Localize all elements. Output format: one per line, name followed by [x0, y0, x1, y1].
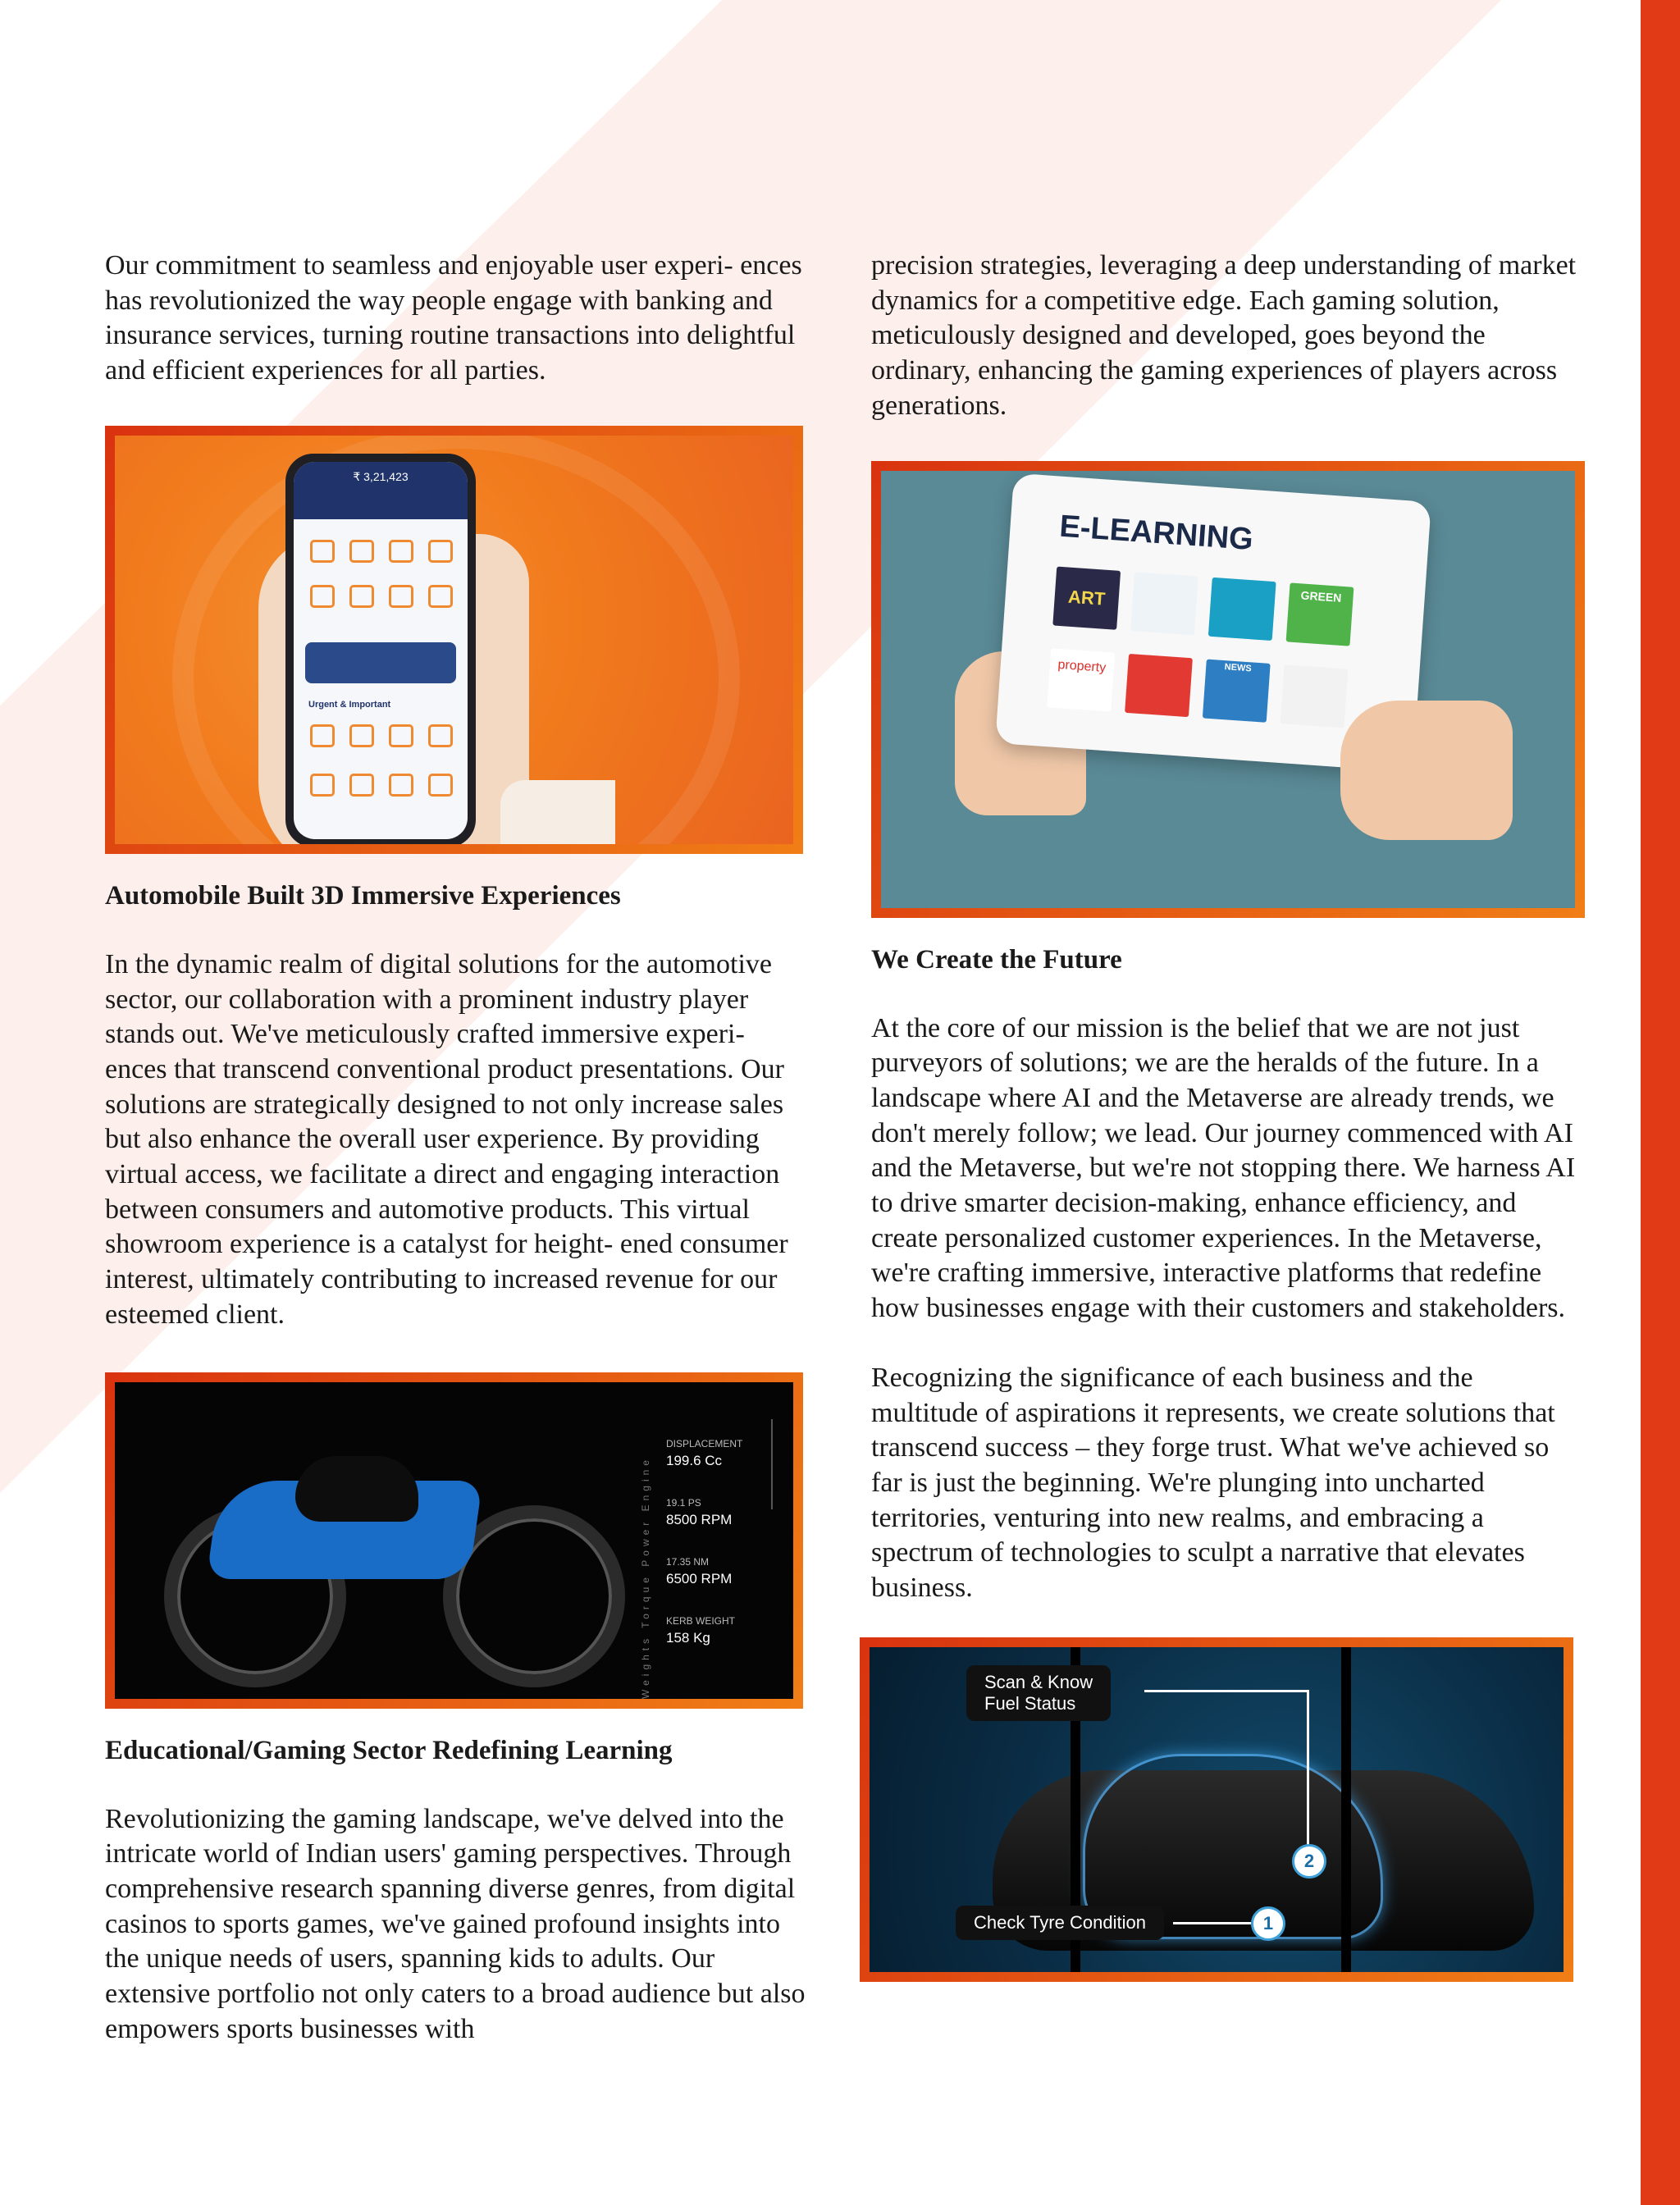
book-world	[1208, 577, 1276, 640]
tyre-condition-tag: Check Tyre Condition	[956, 1906, 1164, 1940]
spec-label: 17.35 NM	[666, 1555, 710, 1568]
future-paragraph-1: At the core of our mission is the belief that we are not just purveyors of solutions; we are the heralds of the future. In a landscape where AI and the Metaverse are already trends, we don't merely follow; we lead. Our journey commenced with AI and the Metaverse, but we're not stopping there. We harness AI to drive smarter decision-making, enhance efficiency, and create personalized customer experiences. In the Metaverse, we're crafting immersive, interactive platforms that redefine how businesses engage with their customers and stakeholders.	[871, 1012, 1576, 1324]
marker-1: 1	[1251, 1906, 1285, 1941]
spec-value: 158 Kg	[666, 1629, 710, 1646]
right-accent-bar	[1641, 0, 1680, 2205]
book-red	[1125, 653, 1193, 716]
e-learning-image	[871, 461, 1585, 918]
intro-paragraph: Our commitment to seamless and enjoyable user experi- ences has revolutionized the way people engage with banking and insurance services, turning routine transactions into delightful and efficient experiences for all parties.	[105, 250, 802, 386]
phone-section-label: Urgent & Important	[308, 699, 391, 710]
fuel-status-tag: Scan & Know Fuel Status	[966, 1665, 1111, 1721]
book-festival	[1281, 664, 1349, 728]
continued-paragraph: precision strategies, leveraging a deep understanding of market dynamics for a competitive edge. Each gaming solution, meticulously designed and developed, goes beyond the ordinary, enhancing the gaming experiences of players across generations.	[871, 250, 1577, 421]
spec-label: DISPLACEMENT	[666, 1437, 743, 1449]
future-paragraph-2: Recognizing the significance of each business and the multitude of aspirations it represents, we create solutions that transcend success – they forge trust. What we've achieved so far is just the beginning. We're plunging into uncharted territories, venturing into new realms, and embracing a spectrum of technologies to sculpt a narrative that elevates business.	[871, 1362, 1555, 1604]
spec-value: 199.6 Cc	[666, 1452, 723, 1468]
car-diagnostics-image	[860, 1637, 1573, 1982]
spec-label: 19.1 PS	[666, 1496, 701, 1509]
pointing-hand	[1340, 701, 1513, 840]
book-art: ART	[1052, 566, 1121, 629]
book-news: NEWS	[1203, 659, 1271, 722]
book-olympic	[1130, 572, 1198, 635]
heading-future: We Create the Future	[871, 944, 1122, 975]
book-green: GREEN	[1286, 582, 1354, 646]
spec-label: KERB WEIGHT	[666, 1614, 736, 1627]
phone-balance: ₹ 3,21,423	[294, 462, 468, 519]
heading-educational: Educational/Gaming Sector Redefining Learning	[105, 1735, 673, 1765]
educational-paragraph: Revolutionizing the gaming landscape, we've delved into the intricate world of Indian users' gaming perspectives. Through comprehensive research spanning diverse genres, from digital casinos to sports games, we've gained profound insights into the unique needs of users, spanning kids to adults. Our extensive portfolio not only caters to a broad audience but also empowers sports businesses with	[105, 1803, 806, 2044]
right-column	[871, 249, 1578, 1982]
left-column	[105, 249, 810, 2047]
banking-app-image	[105, 426, 803, 854]
smartphone-illustration	[285, 454, 476, 847]
book-property: property	[1047, 648, 1115, 711]
e-learning-title: E-LEARNING	[1058, 509, 1255, 557]
motorcycle-image	[105, 1372, 803, 1709]
automobile-paragraph: In the dynamic realm of digital solutions for the automotive sector, our collaboration with a prominent industry player stands out. We've meticulously crafted immersive experi- ences that transcend conventional product presentations. Our solutions are strategically designed to not only increase sales but also enhance the overall user experience. By providing virtual access, we facilitate a direct and engaging interaction between consumers and automotive products. This virtual showroom experience is a catalyst for height- ened consumer interest, ultimately contributing to increased revenue for our esteemed client.	[105, 948, 788, 1330]
marker-2: 2	[1292, 1844, 1326, 1879]
spec-value: 6500 RPM	[666, 1570, 733, 1586]
spec-axis-label: Weights Torque Power Engine	[640, 1455, 651, 1699]
spec-value: 8500 RPM	[666, 1511, 733, 1527]
heading-automobile: Automobile Built 3D Immersive Experiences	[105, 880, 621, 911]
